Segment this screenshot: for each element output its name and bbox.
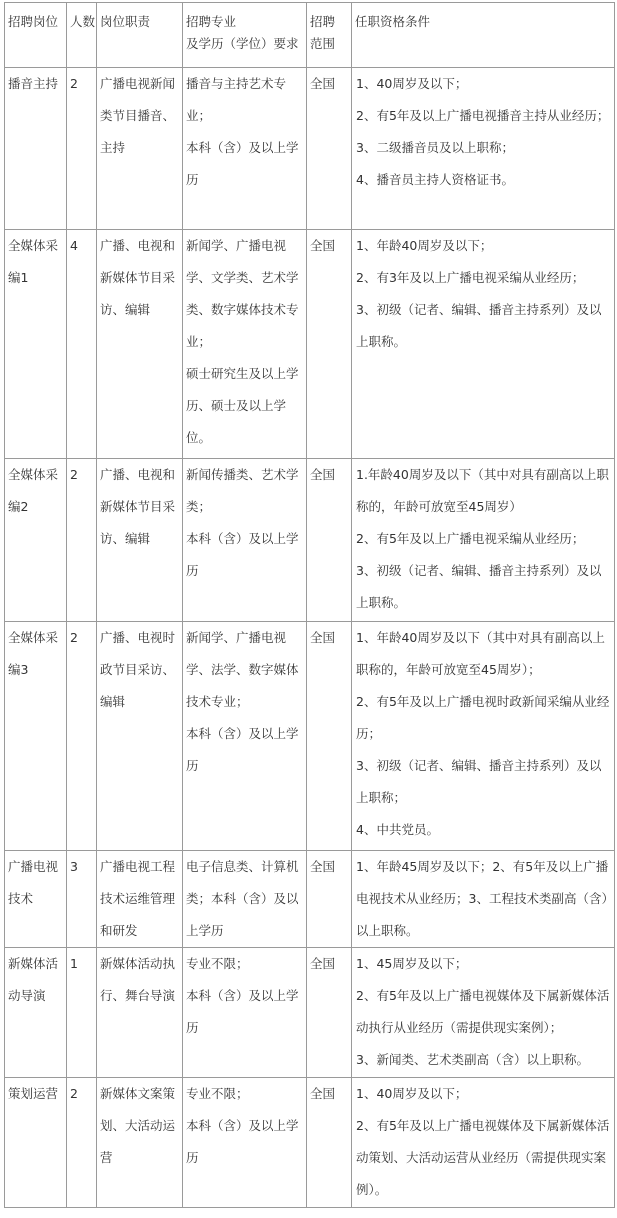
cell-major: 新闻学、广播电视学、法学、数字媒体技术专业； 本科（含）及以上学历 [183,622,307,851]
table-row [5,622,615,851]
cell-requirements: 1、45周岁及以下； 2、有5年及以上广播电视媒体及下属新媒体活动执行从业经历（需提供现实案例）； 3、新闻类、艺术类副高（含）以上职称。 [352,948,615,1078]
table-row [5,459,615,622]
cell-post: 全媒体采编1 [5,230,67,459]
header-requirements: 任职资格条件 [352,3,615,68]
cell-major: 播音与主持艺术专业； 本科（含）及以上学历 [183,68,307,230]
cell-scope: 全国 [307,68,352,230]
cell-post: 全媒体采编2 [5,459,67,622]
cell-requirements: 1、40周岁及以下； 2、有5年及以上广播电视媒体及下属新媒体活动策划、大活动运营从业经历（需提供现实案例）。 [352,1078,615,1208]
cell-count: 4 [67,230,97,459]
header-post: 招聘岗位 [5,3,67,68]
cell-duty: 广播、电视时政节目采访、编辑 [97,622,183,851]
cell-count: 2 [67,68,97,230]
cell-requirements: 1、年龄45周岁及以下；2、有5年及以上广播电视技术从业经历；3、工程技术类副高（含）以上职称。 [352,851,615,948]
cell-post: 广播电视技术 [5,851,67,948]
header-major: 招聘专业 及学历（学位）要求 [183,3,307,68]
cell-requirements: 1、年龄40周岁及以下（其中对具有副高以上职称的，年龄可放宽至45周岁）； 2、有5年及以上广播电视时政新闻采编从业经历； 3、初级（记者、编辑、播音主持系列）及以上职称； 4、中共党员。 [352,622,615,851]
cell-post: 全媒体采编3 [5,622,67,851]
cell-requirements: 1、年龄40周岁及以下； 2、有3年及以上广播电视采编从业经历； 3、初级（记者、编辑、播音主持系列）及以上职称。 [352,230,615,459]
table-header-row [5,3,615,68]
cell-count: 1 [67,948,97,1078]
table-row [5,230,615,459]
cell-major: 电子信息类、计算机类；本科（含）及以上学历 [183,851,307,948]
cell-scope: 全国 [307,1078,352,1208]
cell-duty: 广播电视工程技术运维管理和研发 [97,851,183,948]
cell-post: 播音主持 [5,68,67,230]
cell-duty: 新媒体文案策划、大活动运营 [97,1078,183,1208]
cell-major: 专业不限； 本科（含）及以上学历 [183,1078,307,1208]
cell-scope: 全国 [307,622,352,851]
table-row [5,68,615,230]
cell-requirements: 1、40周岁及以下； 2、有5年及以上广播电视播音主持从业经历； 3、二级播音员及以上职称； 4、播音员主持人资格证书。 [352,68,615,230]
header-count: 人数 [67,3,97,68]
cell-scope: 全国 [307,230,352,459]
cell-count: 2 [67,622,97,851]
recruitment-table [4,2,615,1208]
cell-major: 专业不限； 本科（含）及以上学历 [183,948,307,1078]
cell-scope: 全国 [307,948,352,1078]
table-row [5,948,615,1078]
cell-count: 2 [67,459,97,622]
header-scope: 招聘 范围 [307,3,352,68]
cell-post: 策划运营 [5,1078,67,1208]
cell-duty: 广播电视新闻类节目播音、主持 [97,68,183,230]
table-row [5,1078,615,1208]
cell-duty: 广播、电视和新媒体节目采访、编辑 [97,459,183,622]
cell-scope: 全国 [307,459,352,622]
table-row [5,851,615,948]
cell-requirements: 1.年龄40周岁及以下（其中对具有副高以上职称的，年龄可放宽至45周岁） 2、有5年及以上广播电视采编从业经历； 3、初级（记者、编辑、播音主持系列）及以上职称。 [352,459,615,622]
cell-major: 新闻传播类、艺术学类； 本科（含）及以上学历 [183,459,307,622]
cell-count: 2 [67,1078,97,1208]
cell-major: 新闻学、广播电视学、文学类、艺术学类、数字媒体技术专业； 硕士研究生及以上学历、硕士及以上学位。 [183,230,307,459]
cell-duty: 广播、电视和新媒体节目采访、编辑 [97,230,183,459]
cell-count: 3 [67,851,97,948]
cell-scope: 全国 [307,851,352,948]
header-duty: 岗位职责 [97,3,183,68]
cell-post: 新媒体活动导演 [5,948,67,1078]
cell-duty: 新媒体活动执行、舞台导演 [97,948,183,1078]
